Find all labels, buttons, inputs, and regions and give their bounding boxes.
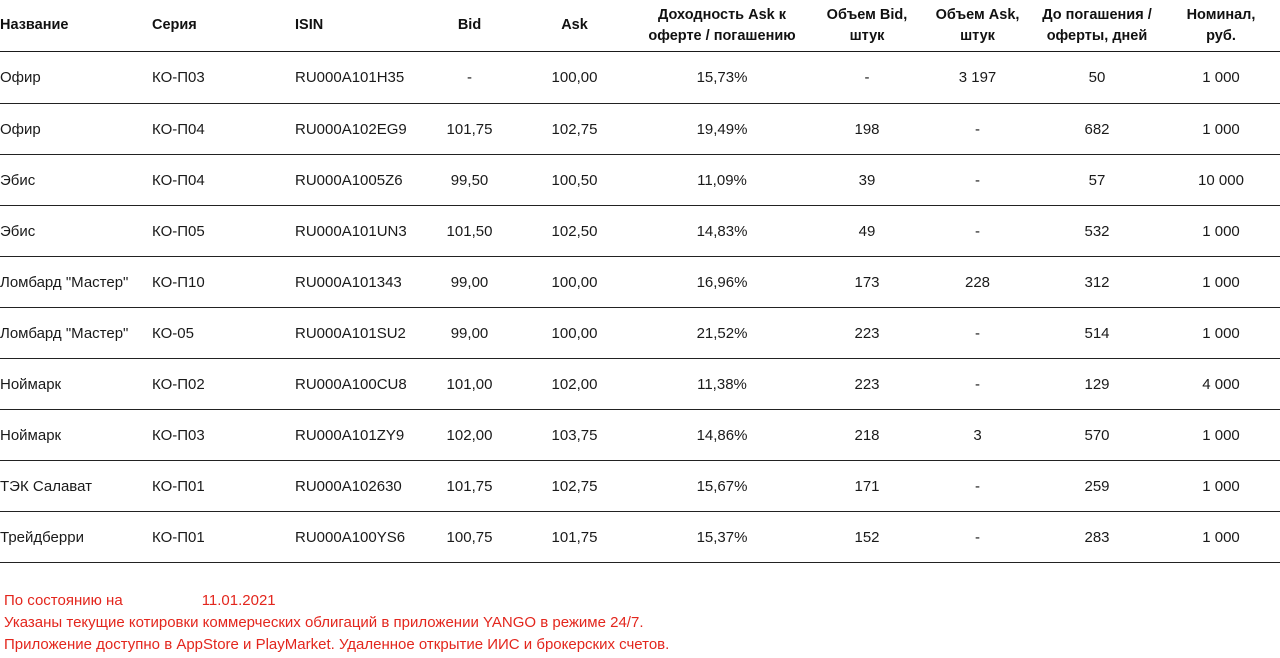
header-volume-bid-line2: штук	[849, 27, 885, 44]
cell-days: 259	[1032, 461, 1162, 512]
cell-volume-bid: 198	[811, 104, 923, 155]
cell-bid: 99,00	[423, 257, 516, 308]
cell-ask: 100,00	[516, 52, 633, 104]
as-of-label: По состоянию на	[4, 592, 123, 609]
cell-name: Трейдберри	[0, 512, 152, 563]
cell-days: 129	[1032, 359, 1162, 410]
cell-volume-ask: 3	[923, 410, 1032, 461]
cell-name: Офир	[0, 52, 152, 104]
quotes-note: Указаны текущие котировки коммерческих облигаций в приложении YANGO в режиме 24/7.	[4, 614, 644, 631]
cell-isin: RU000A1005Z6	[295, 155, 423, 206]
cell-isin: RU000A101H35	[295, 52, 423, 104]
header-ask: Ask	[516, 0, 633, 52]
cell-name: Ноймарк	[0, 359, 152, 410]
cell-isin: RU000A100YS6	[295, 512, 423, 563]
cell-bid: 101,00	[423, 359, 516, 410]
cell-yield: 14,83%	[633, 206, 811, 257]
cell-yield: 21,52%	[633, 308, 811, 359]
cell-bid: 101,75	[423, 104, 516, 155]
cell-bid: 99,00	[423, 308, 516, 359]
cell-volume-ask: -	[923, 206, 1032, 257]
cell-series: КО-П03	[152, 52, 295, 104]
header-name: Название	[0, 0, 152, 52]
header-yield-line2: оферте / погашению	[648, 27, 796, 44]
cell-yield: 15,37%	[633, 512, 811, 563]
table-row	[0, 155, 1280, 206]
cell-bid: 101,75	[423, 461, 516, 512]
cell-volume-ask: 228	[923, 257, 1032, 308]
cell-nominal: 1 000	[1162, 206, 1280, 257]
cell-name: Эбис	[0, 155, 152, 206]
cell-volume-bid: 218	[811, 410, 923, 461]
header-nominal	[1162, 0, 1280, 52]
cell-volume-bid: 39	[811, 155, 923, 206]
cell-series: КО-П05	[152, 206, 295, 257]
cell-days: 514	[1032, 308, 1162, 359]
table-row	[0, 512, 1280, 563]
cell-series: КО-05	[152, 308, 295, 359]
cell-ask: 101,75	[516, 512, 633, 563]
cell-isin: RU000A102630	[295, 461, 423, 512]
cell-ask: 100,00	[516, 257, 633, 308]
app-availability-note: Приложение доступно в AppStore и PlayMarket. Удаленное открытие ИИС и брокерских счетов.	[4, 636, 670, 653]
cell-ask: 102,75	[516, 461, 633, 512]
cell-days: 312	[1032, 257, 1162, 308]
cell-volume-bid: 173	[811, 257, 923, 308]
cell-volume-bid: 152	[811, 512, 923, 563]
cell-volume-ask: -	[923, 155, 1032, 206]
cell-series: КО-П02	[152, 359, 295, 410]
cell-days: 532	[1032, 206, 1162, 257]
cell-volume-bid: 223	[811, 359, 923, 410]
cell-yield: 15,67%	[633, 461, 811, 512]
table-row	[0, 257, 1280, 308]
cell-nominal: 1 000	[1162, 410, 1280, 461]
cell-bid: 102,00	[423, 410, 516, 461]
cell-name: Офир	[0, 104, 152, 155]
header-days-line2: оферты, дней	[1046, 27, 1148, 44]
cell-ask: 103,75	[516, 410, 633, 461]
cell-name: Эбис	[0, 206, 152, 257]
cell-volume-ask: -	[923, 308, 1032, 359]
header-volume-bid-line1: Объем Bid,	[826, 6, 908, 23]
table-row	[0, 410, 1280, 461]
cell-series: КО-П04	[152, 104, 295, 155]
cell-name: Ноймарк	[0, 410, 152, 461]
cell-isin: RU000A102EG9	[295, 104, 423, 155]
cell-series: КО-П04	[152, 155, 295, 206]
table-row	[0, 52, 1280, 104]
cell-bid: 99,50	[423, 155, 516, 206]
cell-days: 50	[1032, 52, 1162, 104]
header-nominal-line2: руб.	[1206, 27, 1236, 44]
cell-ask: 102,00	[516, 359, 633, 410]
as-of-line	[4, 590, 669, 612]
cell-series: КО-П01	[152, 461, 295, 512]
cell-isin: RU000A101343	[295, 257, 423, 308]
cell-days: 682	[1032, 104, 1162, 155]
cell-name: ТЭК Салават	[0, 461, 152, 512]
header-bid: Bid	[423, 0, 516, 52]
table-row	[0, 359, 1280, 410]
cell-name: Ломбард "Мастер"	[0, 308, 152, 359]
cell-series: КО-П03	[152, 410, 295, 461]
cell-volume-ask: -	[923, 512, 1032, 563]
cell-isin: RU000A101ZY9	[295, 410, 423, 461]
cell-days: 570	[1032, 410, 1162, 461]
header-volume-ask	[923, 0, 1032, 52]
cell-ask: 102,75	[516, 104, 633, 155]
cell-nominal: 1 000	[1162, 461, 1280, 512]
cell-yield: 16,96%	[633, 257, 811, 308]
cell-nominal: 1 000	[1162, 257, 1280, 308]
header-row	[0, 0, 1280, 52]
cell-nominal: 4 000	[1162, 359, 1280, 410]
cell-nominal: 1 000	[1162, 512, 1280, 563]
cell-yield: 11,38%	[633, 359, 811, 410]
header-yield-line1: Доходность Ask к	[658, 6, 786, 23]
cell-nominal: 10 000	[1162, 155, 1280, 206]
table-row	[0, 104, 1280, 155]
cell-ask: 100,00	[516, 308, 633, 359]
cell-volume-ask: 3 197	[923, 52, 1032, 104]
cell-nominal: 1 000	[1162, 308, 1280, 359]
table-row	[0, 206, 1280, 257]
cell-bid: 100,75	[423, 512, 516, 563]
as-of-date: 11.01.2021	[201, 592, 276, 609]
header-nominal-line1: Номинал,	[1186, 6, 1256, 23]
footer-notes	[4, 590, 669, 656]
header-volume-ask-line1: Объем Ask,	[935, 6, 1020, 23]
cell-isin: RU000A100CU8	[295, 359, 423, 410]
cell-series: КО-П10	[152, 257, 295, 308]
cell-volume-bid: 171	[811, 461, 923, 512]
cell-yield: 11,09%	[633, 155, 811, 206]
cell-volume-ask: -	[923, 461, 1032, 512]
cell-volume-bid: -	[811, 52, 923, 104]
cell-bid: 101,50	[423, 206, 516, 257]
cell-volume-bid: 223	[811, 308, 923, 359]
cell-nominal: 1 000	[1162, 52, 1280, 104]
header-series: Серия	[152, 0, 295, 52]
cell-volume-bid: 49	[811, 206, 923, 257]
header-isin: ISIN	[295, 0, 423, 52]
cell-days: 283	[1032, 512, 1162, 563]
header-days	[1032, 0, 1162, 52]
cell-volume-ask: -	[923, 104, 1032, 155]
header-volume-ask-line2: штук	[960, 27, 995, 44]
cell-isin: RU000A101SU2	[295, 308, 423, 359]
cell-days: 57	[1032, 155, 1162, 206]
cell-yield: 19,49%	[633, 104, 811, 155]
cell-ask: 100,50	[516, 155, 633, 206]
cell-name: Ломбард "Мастер"	[0, 257, 152, 308]
cell-bid: -	[423, 52, 516, 104]
table-row	[0, 461, 1280, 512]
header-yield	[633, 0, 811, 52]
header-volume-bid	[811, 0, 923, 52]
cell-yield: 15,73%	[633, 52, 811, 104]
cell-ask: 102,50	[516, 206, 633, 257]
cell-yield: 14,86%	[633, 410, 811, 461]
cell-volume-ask: -	[923, 359, 1032, 410]
cell-isin: RU000A101UN3	[295, 206, 423, 257]
table-row	[0, 308, 1280, 359]
cell-nominal: 1 000	[1162, 104, 1280, 155]
header-days-line1: До погашения /	[1042, 6, 1152, 23]
cell-series: КО-П01	[152, 512, 295, 563]
